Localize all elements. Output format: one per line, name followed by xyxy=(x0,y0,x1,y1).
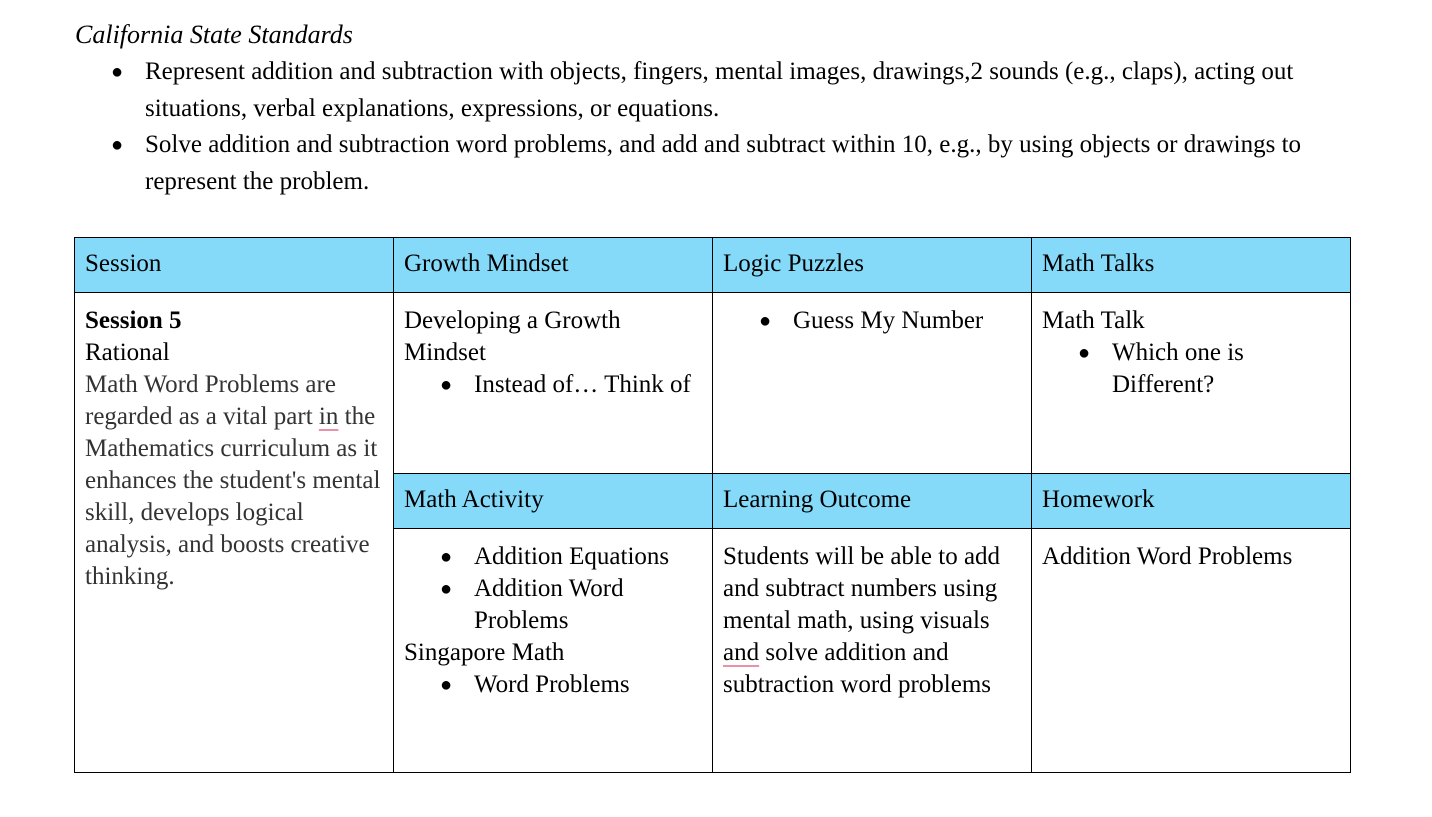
math-talks-cell xyxy=(1032,293,1351,474)
logic-puzzles-cell xyxy=(713,293,1032,474)
growth-mindset-list xyxy=(404,369,702,401)
growth-mindset-cell xyxy=(394,293,713,474)
learning-outcome-cell: Students will be able to add and subtract numbers using mental math, using visuals and solve addition and subtraction word problems xyxy=(713,529,1032,773)
math-talks-list xyxy=(1042,337,1340,401)
header-session: Session xyxy=(75,238,394,293)
header-homework: Homework xyxy=(1032,474,1351,529)
bullet-icon: ● xyxy=(759,310,772,332)
list-item: ● Addition Word Problems xyxy=(440,575,624,634)
bullet-icon: ● xyxy=(440,674,453,696)
bullet-icon: ● xyxy=(440,578,453,600)
spellcheck-flag[interactable]: in xyxy=(318,403,339,430)
list-item: ● Word Problems xyxy=(404,669,702,701)
standards-list xyxy=(75,54,1355,200)
list-item: ● Addition Equations xyxy=(404,541,702,573)
math-talks-title: Math Talk xyxy=(1042,307,1145,334)
standards-section xyxy=(75,18,1355,200)
homework-text: Addition Word Problems xyxy=(1042,543,1293,570)
header-logic-puzzles: Logic Puzzles xyxy=(713,238,1032,293)
standards-heading: California State Standards xyxy=(75,20,353,49)
list-item: ● Guess My Number xyxy=(723,305,1021,337)
bullet-icon: ● xyxy=(111,134,124,156)
header-math-talks: Math Talks xyxy=(1032,238,1351,293)
header-learning-outcome: Learning Outcome xyxy=(713,474,1032,529)
standard-text: Represent addition and subtraction with objects, fingers, mental images, drawings,2 sounds (e.g., claps), acting out situations, verbal explanations, expressions, or equations. xyxy=(145,58,1294,122)
header-growth-mindset: Growth Mindset xyxy=(394,238,713,293)
math-activity-subtitle: Singapore Math xyxy=(404,639,565,666)
math-activity-sublist xyxy=(404,669,702,701)
list-item: ● Which one is Different? xyxy=(1078,339,1244,398)
header-math-activity: Math Activity xyxy=(394,474,713,529)
body-row-top xyxy=(75,293,1351,474)
standard-text: Solve addition and subtraction word problems, and add and subtract within 10, e.g., by using objects or drawings to represent the problem. xyxy=(145,131,1302,195)
math-activity-list xyxy=(404,541,702,637)
session-title: Session 5 xyxy=(85,307,182,334)
bullet-icon: ● xyxy=(440,374,453,396)
list-item: ● Instead of… Think of xyxy=(404,369,702,401)
session-cell xyxy=(75,293,394,773)
standard-item xyxy=(75,54,1355,127)
logic-puzzles-list xyxy=(723,305,1021,337)
growth-mindset-title: Developing a Growth Mindset xyxy=(404,307,621,366)
lesson-plan-table xyxy=(74,237,1351,773)
homework-cell xyxy=(1032,529,1351,773)
bullet-icon: ● xyxy=(1078,342,1091,364)
spellcheck-flag[interactable]: and xyxy=(723,639,760,666)
header-row-top xyxy=(75,238,1351,293)
math-activity-cell xyxy=(394,529,713,773)
standard-item xyxy=(75,127,1355,200)
session-description: Math Word Problems are regarded as a vital part in the Mathematics curriculum as it enhances the student's mental skill, develops logical analysis, and boosts creative thinking. xyxy=(85,371,381,590)
bullet-icon: ● xyxy=(440,546,453,568)
session-subtitle: Rational xyxy=(85,339,170,366)
bullet-icon: ● xyxy=(111,61,124,83)
